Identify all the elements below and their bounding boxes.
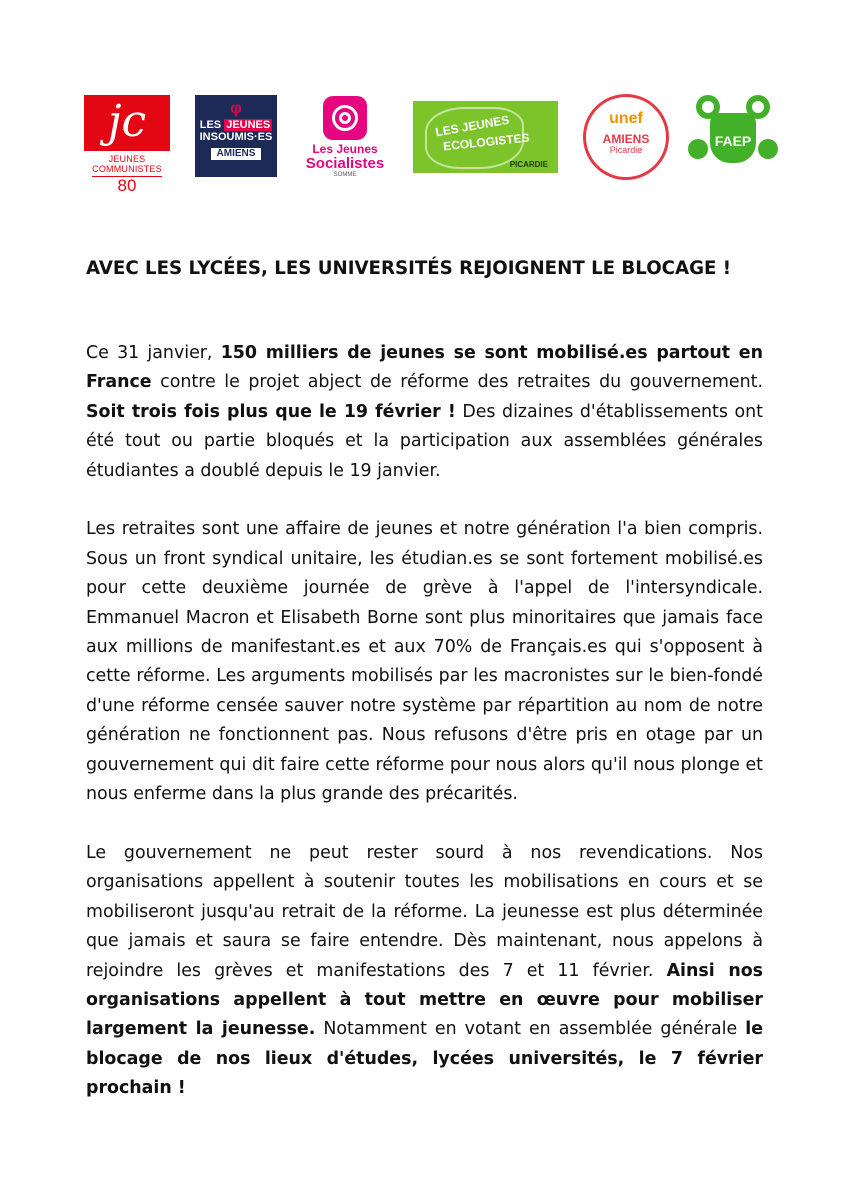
frog-hand-icon	[758, 139, 778, 159]
jc-mark-text: jc	[107, 96, 147, 147]
paragraph-3: Le gouvernement ne peut rester sourd à nos revendications. Nos organisations appellent à soutenir toutes les mobilisations en cours et se mobiliseront jusqu'au retrait de la réforme. La jeunesse est plus déterminée que jamais et saura se faire entendre. Dès maintenant, nous appelons à rejoindre les grèves et manifestations des 7 et 11 février. Ainsi nos organisations appellent à tout mettre en œuvre pour mobiliser largement la jeunesse. Notamment en votant en assemblée générale le blocage de nos lieux d'études, lycées universités, le 7 février prochain !	[86, 842, 764, 1099]
faep-logo	[688, 95, 778, 179]
ps-line2: Socialistes	[305, 155, 385, 172]
jeunes-ecologistes-logo	[413, 101, 558, 173]
jc-department: 80	[92, 176, 162, 195]
unef-city: AMIENS	[602, 132, 650, 146]
lfi-city: AMIENS	[211, 148, 262, 160]
faep-name: FAEP	[714, 133, 752, 149]
ps-department: SOMME	[333, 172, 357, 178]
jc-name: JEUNES COMMUNISTES	[92, 154, 162, 174]
rose-icon	[323, 96, 367, 140]
logo-bar	[0, 92, 848, 195]
eco-line1: LES JEUNES	[434, 112, 511, 140]
jeunes-communistes-logo	[84, 95, 170, 195]
eco-region: PICARDIE	[509, 160, 548, 169]
jeunes-socialistes-logo	[300, 96, 390, 182]
ps-line1: Les Jeunes	[312, 142, 378, 156]
body-text	[86, 339, 763, 1133]
page-title: AVEC LES LYCÉES, LES UNIVERSITÉS REJOIGNENT LE BLOCAGE !	[86, 258, 732, 279]
eco-line2: ECOLOGISTES	[442, 130, 531, 154]
jeunes-insoumis-logo	[195, 95, 277, 177]
unef-logo	[583, 94, 669, 180]
phi-icon: φ	[230, 100, 242, 117]
paragraph-1: Ce 31 janvier, 150 milliers de jeunes se sont mobilisé.es partout en France contre le projet abject de réforme des retraites du gouvernement. Soit trois fois plus que le 19 février ! Des dizaines d'établissements ont été tout ou partie bloqués et la participation aux assemblées générales étudiantes a doublé depuis le 19 janvier.	[86, 343, 763, 481]
lfi-line2: INSOUMIS·ES	[199, 131, 273, 143]
jc-mark	[84, 95, 170, 151]
frog-hand-icon	[688, 139, 708, 159]
unef-name: unef	[609, 110, 643, 127]
paragraph-2: Les retraites sont une affaire de jeunes et notre génération l'a bien compris. Sous un front syndical unitaire, les étudian.es se sont fortement mobilisé.es pour cette deuxième journée de grève à l'appel de l'intersyndicale. Emmanuel Macron et Elisabeth Borne sont plus minoritaires que jamais face aux millions de manifestant.es et aux 70% de Français.es qui s'opposent à cette réforme. Les arguments mobilisés par les macronistes sur le bien-fondé d'une réforme censée sauver notre système par répartition au nom de notre génération ne fonctionnent pas. Nous refusons d'être pris en otage par un gouvernement qui dit faire cette réforme pour nous alors qu'il nous plonge et nous enferme dans la plus grande des précarités.	[86, 519, 763, 805]
lfi-line1: LES JEUNES	[199, 119, 271, 131]
unef-region: Picardie	[609, 145, 643, 155]
